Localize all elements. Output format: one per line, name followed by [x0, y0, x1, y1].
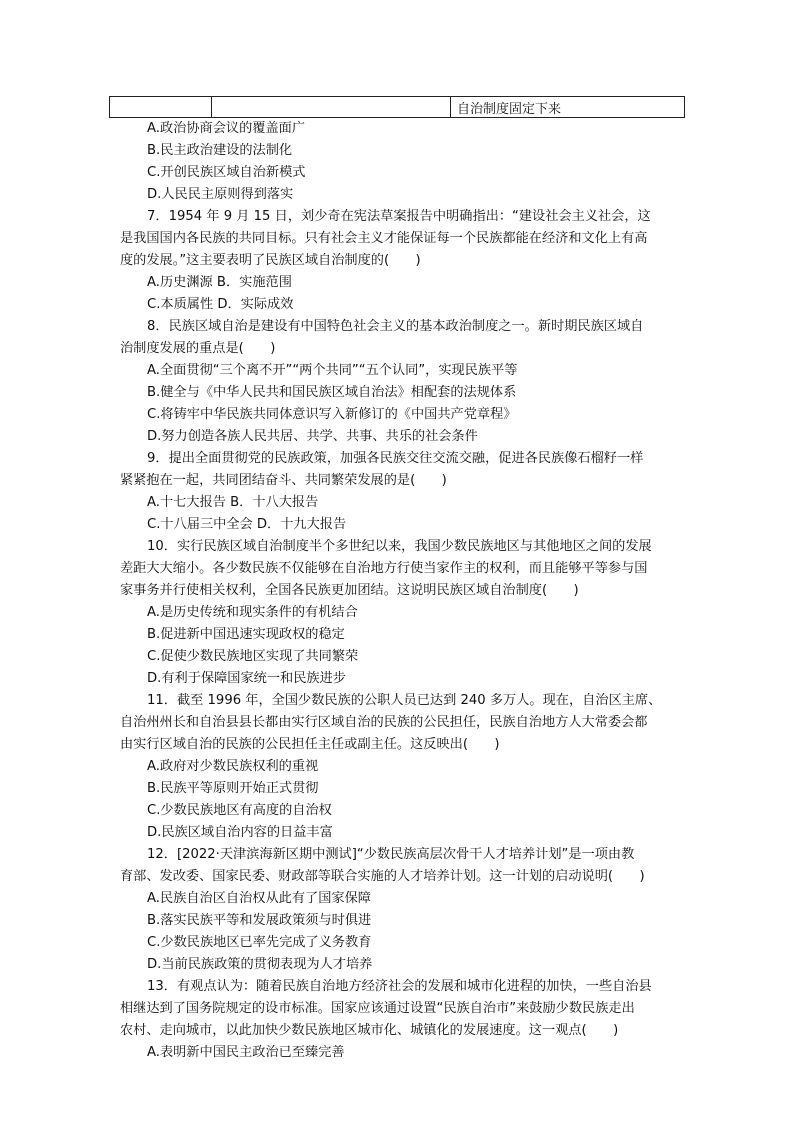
option-b: B.民主政治建设的法制化 [147, 143, 293, 158]
option-a: A.政府对少数民族权利的重视 [147, 759, 319, 774]
option-a: A.民族自治区自治权从此有了国家保障 [147, 891, 371, 906]
question-stem: 8．民族区域自治是建设有中国特色社会主义的基本政治制度之一。新时期民族区域自 [147, 319, 644, 334]
option-line: A.十七大报告 B．十八大报告 [147, 495, 319, 510]
option-d: D.当前民族政策的贯彻表现为人才培养 [147, 957, 373, 972]
question-9 [120, 448, 686, 536]
question-stem: 9．提出全面贯彻党的民族政策，加强各民族交往交流交融，促进各民族像石榴籽一样 [147, 451, 644, 466]
question-stem: 育部、发改委、国家民委、财政部等联合实施的人才培养计划。这一计划的启动说明( ) [120, 869, 645, 884]
option-c: C.促使少数民族地区实现了共同繁荣 [147, 649, 359, 664]
option-d: D.人民民主原则得到落实 [147, 187, 294, 202]
option-d: D.有利于保障国家统一和民族进步 [147, 671, 346, 686]
option-b: B.健全与《中华人民共和国民族区域自治法》相配套的法规体系 [147, 385, 517, 400]
option-d: D.努力创造各族人民共居、共学、共事、共乐的社会条件 [147, 429, 478, 444]
question-stem: 11．截至 1996 年，全国少数民族的公职人员已达到 240 多万人。现在，自治区主席、 [147, 693, 662, 708]
question-stem: 农村、走向城市，以此加快少数民族地区城市化、城镇化的发展速度。这一观点( ) [120, 1023, 619, 1038]
table-row [110, 97, 685, 118]
question-stem: 13．有观点认为：随着民族自治地方经济社会的发展和城市化进程的加快，一些自治县 [147, 979, 652, 994]
option-b: B.民族平等原则开始正式贯彻 [147, 781, 319, 796]
question-12 [120, 844, 686, 976]
table-cell-1 [110, 97, 212, 118]
option-b: B.落实民族平等和发展政策须与时俱进 [147, 913, 372, 928]
option-a: A.全面贯彻“三个离不开”“两个共同”“五个认同”，实现民族平等 [147, 363, 518, 378]
option-c: C.少数民族地区有高度的自治权 [147, 803, 332, 818]
question-stem: 差距大大缩小。各少数民族不仅能够在自治地方行使当家作主的权利，而且能够平等参与国 [120, 561, 648, 576]
question-stem: 自治州州长和自治县县长都由实行区域自治的民族的公民担任，民族自治地方人大常委会都 [120, 715, 648, 730]
question-6-options [120, 118, 686, 206]
table-fragment [109, 96, 685, 118]
option-a: A.表明新中国民主政治已至臻完善 [147, 1045, 345, 1060]
question-stem: 10．实行民族区域自治制度半个多世纪以来，我国少数民族地区与其他地区之间的发展 [147, 539, 652, 554]
question-stem: 12．[2022·天津滨海新区期中测试]“少数民族高层次骨干人才培养计划”是一项由教 [147, 847, 635, 862]
question-stem: 由实行区域自治的民族的公民担任主任或副主任。这反映出( ) [120, 737, 500, 752]
question-stem: 紧紧抱在一起，共同团结奋斗、共同繁荣发展的是( ) [120, 473, 447, 488]
question-stem: 家事务并行使相关权利，全国各民族更加团结。这说明民族区域自治制度( ) [120, 583, 579, 598]
option-c: C.少数民族地区已率先完成了义务教育 [147, 935, 372, 950]
option-a: A.是历史传统和现实条件的有机结合 [147, 605, 358, 620]
question-stem: 度的发展。”这主要表明了民族区域自治制度的( ) [120, 253, 421, 268]
question-list [120, 118, 686, 1064]
question-13 [120, 976, 686, 1064]
table-cell-2 [212, 97, 451, 118]
option-line: C.十八届三中全会 D．十九大报告 [147, 517, 347, 532]
question-stem: 是我国国内各民族的共同目标。只有社会主义才能保证每一个民族都能在经济和文化上有高 [120, 231, 648, 246]
question-stem: 治制度发展的重点是( ) [120, 341, 276, 356]
option-a: A.政治协商会议的覆盖面广 [147, 121, 306, 136]
question-7 [120, 206, 686, 316]
option-line: A.历史渊源 B．实施范围 [147, 275, 292, 290]
question-10 [120, 536, 686, 690]
option-b: B.促进新中国迅速实现政权的稳定 [147, 627, 345, 642]
question-stem: 7．1954 年 9 月 15 日，刘少奇在宪法草案报告中明确指出：“建设社会主义社会，这 [147, 209, 651, 224]
question-stem: 相继达到了国务院规定的设市标准。国家应该通过设置“民族自治市”来鼓励少数民族走出 [120, 1001, 635, 1016]
option-line: C.本质属性 D．实际成效 [147, 297, 294, 312]
question-8 [120, 316, 686, 448]
option-d: D.民族区域自治内容的日益丰富 [147, 825, 333, 840]
table-cell-3: 自治制度固定下来 [451, 97, 685, 118]
option-c: C.开创民族区域自治新模式 [147, 165, 306, 180]
option-c: C.将铸牢中华民族共同体意识写入新修订的《中国共产党章程》 [147, 407, 517, 422]
question-11 [120, 690, 686, 844]
